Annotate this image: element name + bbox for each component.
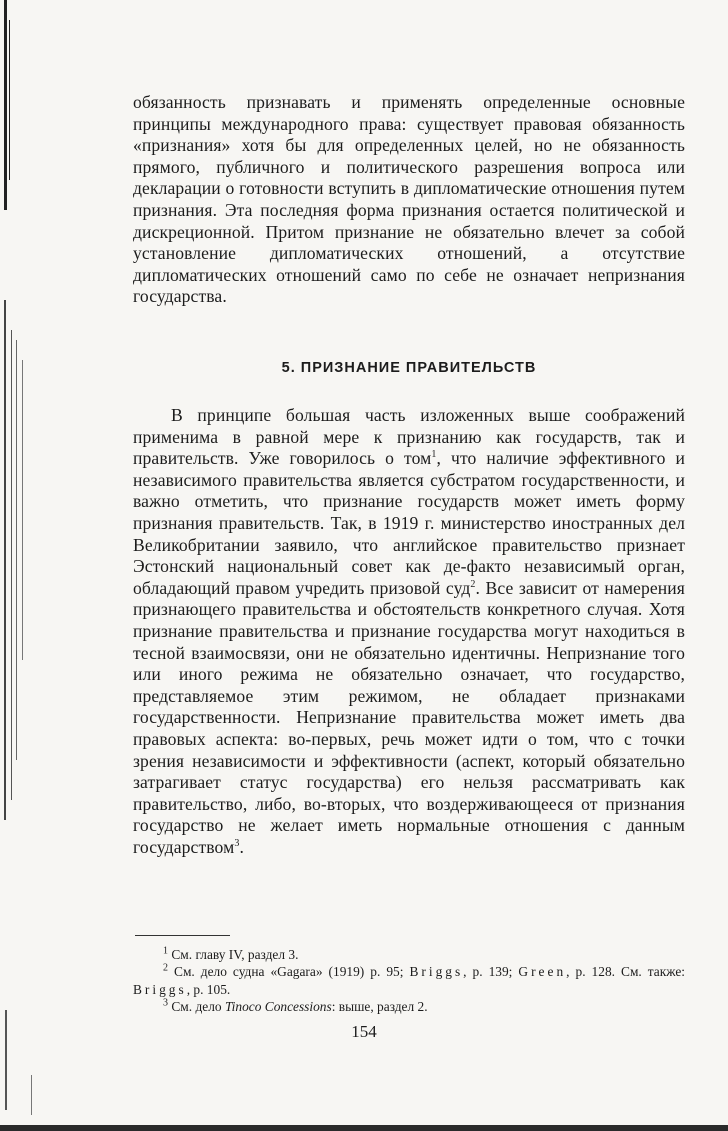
- footnote-2: [133, 963, 685, 998]
- footnote-ref-1: 1: [431, 449, 437, 461]
- footnote-2-text-c: , р. 128. См. также:: [566, 964, 685, 980]
- main-text-part3: . Все зависит от намерения признающего правительства и обстоятельств конкретного случая. Хотя признание правительства и признание государства могут находиться в тесной взаимосвязи, они не обязательно идентичны. Непризнание того или иного режима не обязательно означает, что государство, представляемое этим режимом, не обладает признаками государственности. Непризнание правительства может иметь два правовых аспекта: во-первых, речь может идти о том, что с точки зрения независимости и эффективности (аспект, который обязательно затрагивает статус государства) его нельзя рассматривать как правительство, либо, во-вторых, что воздерживающееся от признания государство не желает иметь нормальные отношения с данным государством: [133, 577, 685, 857]
- footnote-ref-3: 3: [234, 838, 240, 850]
- footnote-1: [133, 946, 685, 963]
- footnote-divider: [135, 935, 230, 936]
- footnote-3: [133, 998, 685, 1015]
- footnote-1-marker: 1: [163, 945, 168, 957]
- footnote-1-text: См. главу IV, раздел 3.: [171, 947, 299, 962]
- footnote-2-marker: 2: [163, 962, 168, 974]
- scan-edge-artifact: [0, 0, 38, 1131]
- footnote-3-case-name: Tinoco Concessions: [224, 999, 332, 1015]
- page-number: 154: [351, 1022, 377, 1041]
- continued-paragraph-block: [133, 92, 685, 308]
- footnote-3-marker: 3: [163, 997, 168, 1009]
- footnotes-block: [133, 946, 685, 1016]
- footnote-2-text-a: См. дело судна «Gagara» (1919) р. 95;: [174, 964, 410, 980]
- footnote-3-text-b: : выше, раздел 2.: [331, 999, 428, 1015]
- footnote-2-author-b: Green: [518, 964, 567, 980]
- main-text-part2: , что наличие эффективного и независимого правительства является субстратом государственности, и важно отметить, что признание государств может иметь форму признания правительств. Так, в 1919 г. министерство иностранных дел Великобритании заявило, что английское правительство признает Эстонский национальный совет как де-факто независимый орган, обладающий правом учредить призовой суд: [133, 448, 685, 598]
- main-text-part4: .: [239, 836, 244, 857]
- continued-paragraph: обязанность признавать и применять определенные основные принципы международного права: существует правовая обязанность «признания» хотя бы для определенных целей, но не обязанность прямого, публичного и политического разрешения вопроса или декларации о готовности вступить в дипломатические отношения путем признания. Эта последняя форма признания остается политической и дискреционной. Притом признание не обязательно влечет за собой установление дипломатических отношений, а отсутствие дипломатических отношений само по себе не означает непризнания государства.: [133, 92, 685, 307]
- main-paragraph: [133, 405, 685, 858]
- main-paragraph-block: [133, 405, 685, 858]
- footnote-2-text-d: , р. 105.: [186, 981, 231, 997]
- scan-bottom-edge: [0, 1125, 728, 1131]
- footnote-3-text-a: См. дело: [171, 999, 225, 1015]
- section-heading: 5. ПРИЗНАНИЕ ПРАВИТЕЛЬСТВ: [281, 360, 537, 376]
- footnote-2-author-c: Briggs: [133, 981, 187, 997]
- main-text-part1: В принципе большая часть изложенных выше соображений применима в равной мере к признанию как государств, так и правительств. Уже говорилось о том: [133, 405, 685, 469]
- footnote-2-author-a: Briggs: [409, 964, 464, 980]
- footnote-2-text-b: , р. 139;: [463, 964, 519, 980]
- footnote-ref-2: 2: [470, 578, 476, 590]
